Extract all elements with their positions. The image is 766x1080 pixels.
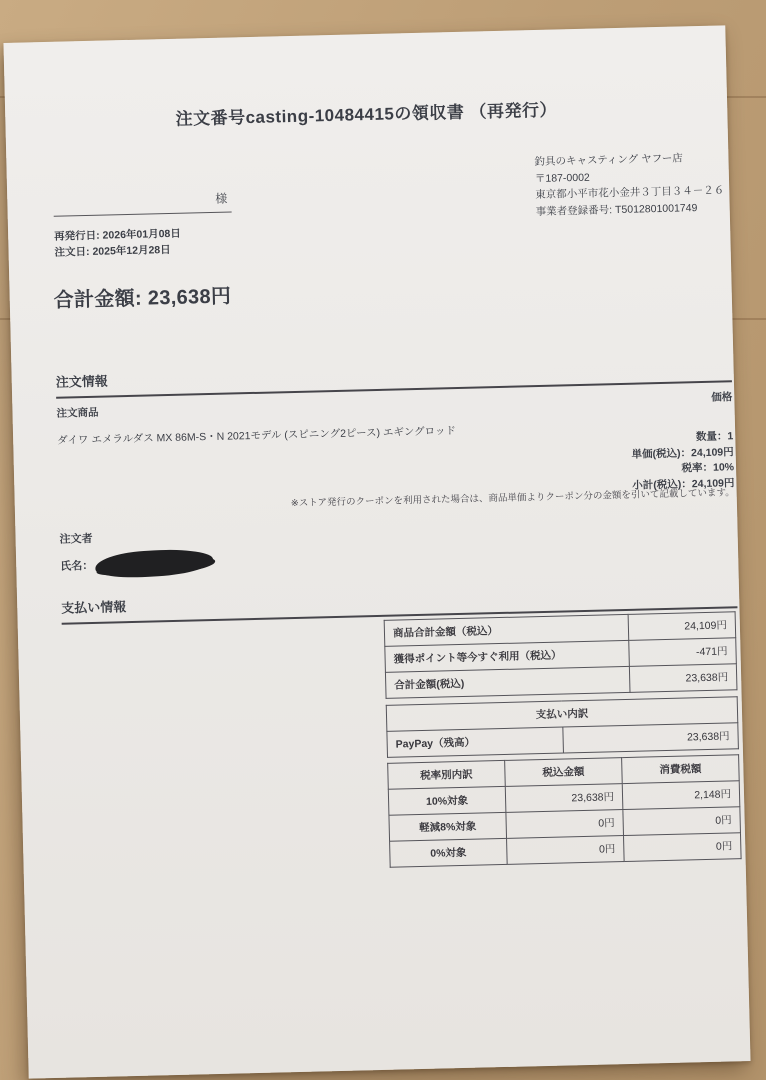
payment-method: PayPay（残高） (387, 727, 563, 757)
tax-included-amount: 0円 (506, 810, 624, 839)
orderer-name-row (60, 547, 214, 581)
summary-label: 商品合計金額（税込） (384, 614, 629, 646)
redacted-name-blob (95, 547, 214, 580)
payment-info-heading: 支払い情報 (61, 581, 737, 625)
store-postal-code: 〒187-0002 (534, 171, 590, 185)
store-name: 釣具のキャスティング ヤフー店 (534, 152, 683, 169)
tax-category: 10%対象 (388, 786, 506, 815)
grand-total-value: 23,638円 (147, 285, 232, 310)
tax-table-header: 税込金額 (505, 758, 623, 787)
tax-rate-table (387, 754, 741, 868)
order-info-heading: 注文情報 (56, 355, 732, 399)
tax-category: 軽減8%対象 (389, 812, 507, 841)
price-column-header: 価格 (711, 391, 733, 404)
summary-value: 23,638円 (629, 664, 737, 693)
coupon-note: ※ストア発行のクーポンを利用された場合は、商品単価よりクーポン分の金額を引いて記載しています。 (290, 487, 735, 510)
tax-table-header: 税率別内訳 (388, 760, 506, 789)
order-date: 注文日: 2025年12月28日 (54, 243, 171, 259)
tax-included-amount: 0円 (507, 836, 625, 865)
tax-rate: 税率：10% (681, 461, 735, 475)
summary-label: 合計金額(税込) (385, 666, 630, 698)
consumption-tax-amount: 2,148円 (622, 781, 740, 810)
consumption-tax-amount: 0円 (623, 807, 741, 836)
store-address: 東京都小平市花小金井３丁目３４－２６ (535, 184, 725, 202)
tax-table-header: 消費税額 (622, 755, 740, 784)
recipient-name-line (53, 189, 232, 216)
summary-value: 24,109円 (628, 612, 736, 641)
summary-label: 獲得ポイント等今すぐ利用（税込） (385, 640, 630, 672)
grand-total-label: 合計金額: (53, 287, 143, 312)
unit-price: 単価(税込)：24,109円 (631, 445, 734, 461)
payment-breakdown-table (386, 696, 739, 758)
name-label: 氏名： (60, 559, 94, 573)
receipt-title: 注文番号casting-10484415の領収書 （再発行） (175, 100, 558, 129)
quantity: 数量：1 (695, 430, 734, 444)
receipt-paper (3, 25, 750, 1078)
summary-value: -471円 (629, 638, 737, 667)
orderer-heading: 注文者 (59, 532, 93, 546)
store-info-block (534, 149, 725, 220)
consumption-tax-amount: 0円 (624, 833, 742, 862)
payment-summary-table (384, 611, 738, 699)
breakdown-header: 支払い内訳 (386, 697, 738, 732)
tax-included-amount: 23,638円 (505, 784, 623, 813)
product-name: ダイワ エメラルダス MX 86M-S・N 2021モデル (スピニング2ピース) エギングロッド (57, 425, 457, 447)
item-column-header: 注文商品 (56, 406, 99, 420)
reissue-date: 再発行日: 2026年01月08日 (54, 227, 181, 243)
recipient-honorific: 様 (215, 191, 228, 206)
payment-amount: 23,638円 (562, 723, 738, 753)
tax-category: 0%対象 (390, 838, 508, 867)
business-registration-number: 事業者登録番号: T5012801001749 (535, 201, 698, 218)
subtotal: 小計(税込)：24,109円 (632, 476, 735, 492)
date-block (54, 227, 181, 261)
grand-total (53, 279, 231, 312)
